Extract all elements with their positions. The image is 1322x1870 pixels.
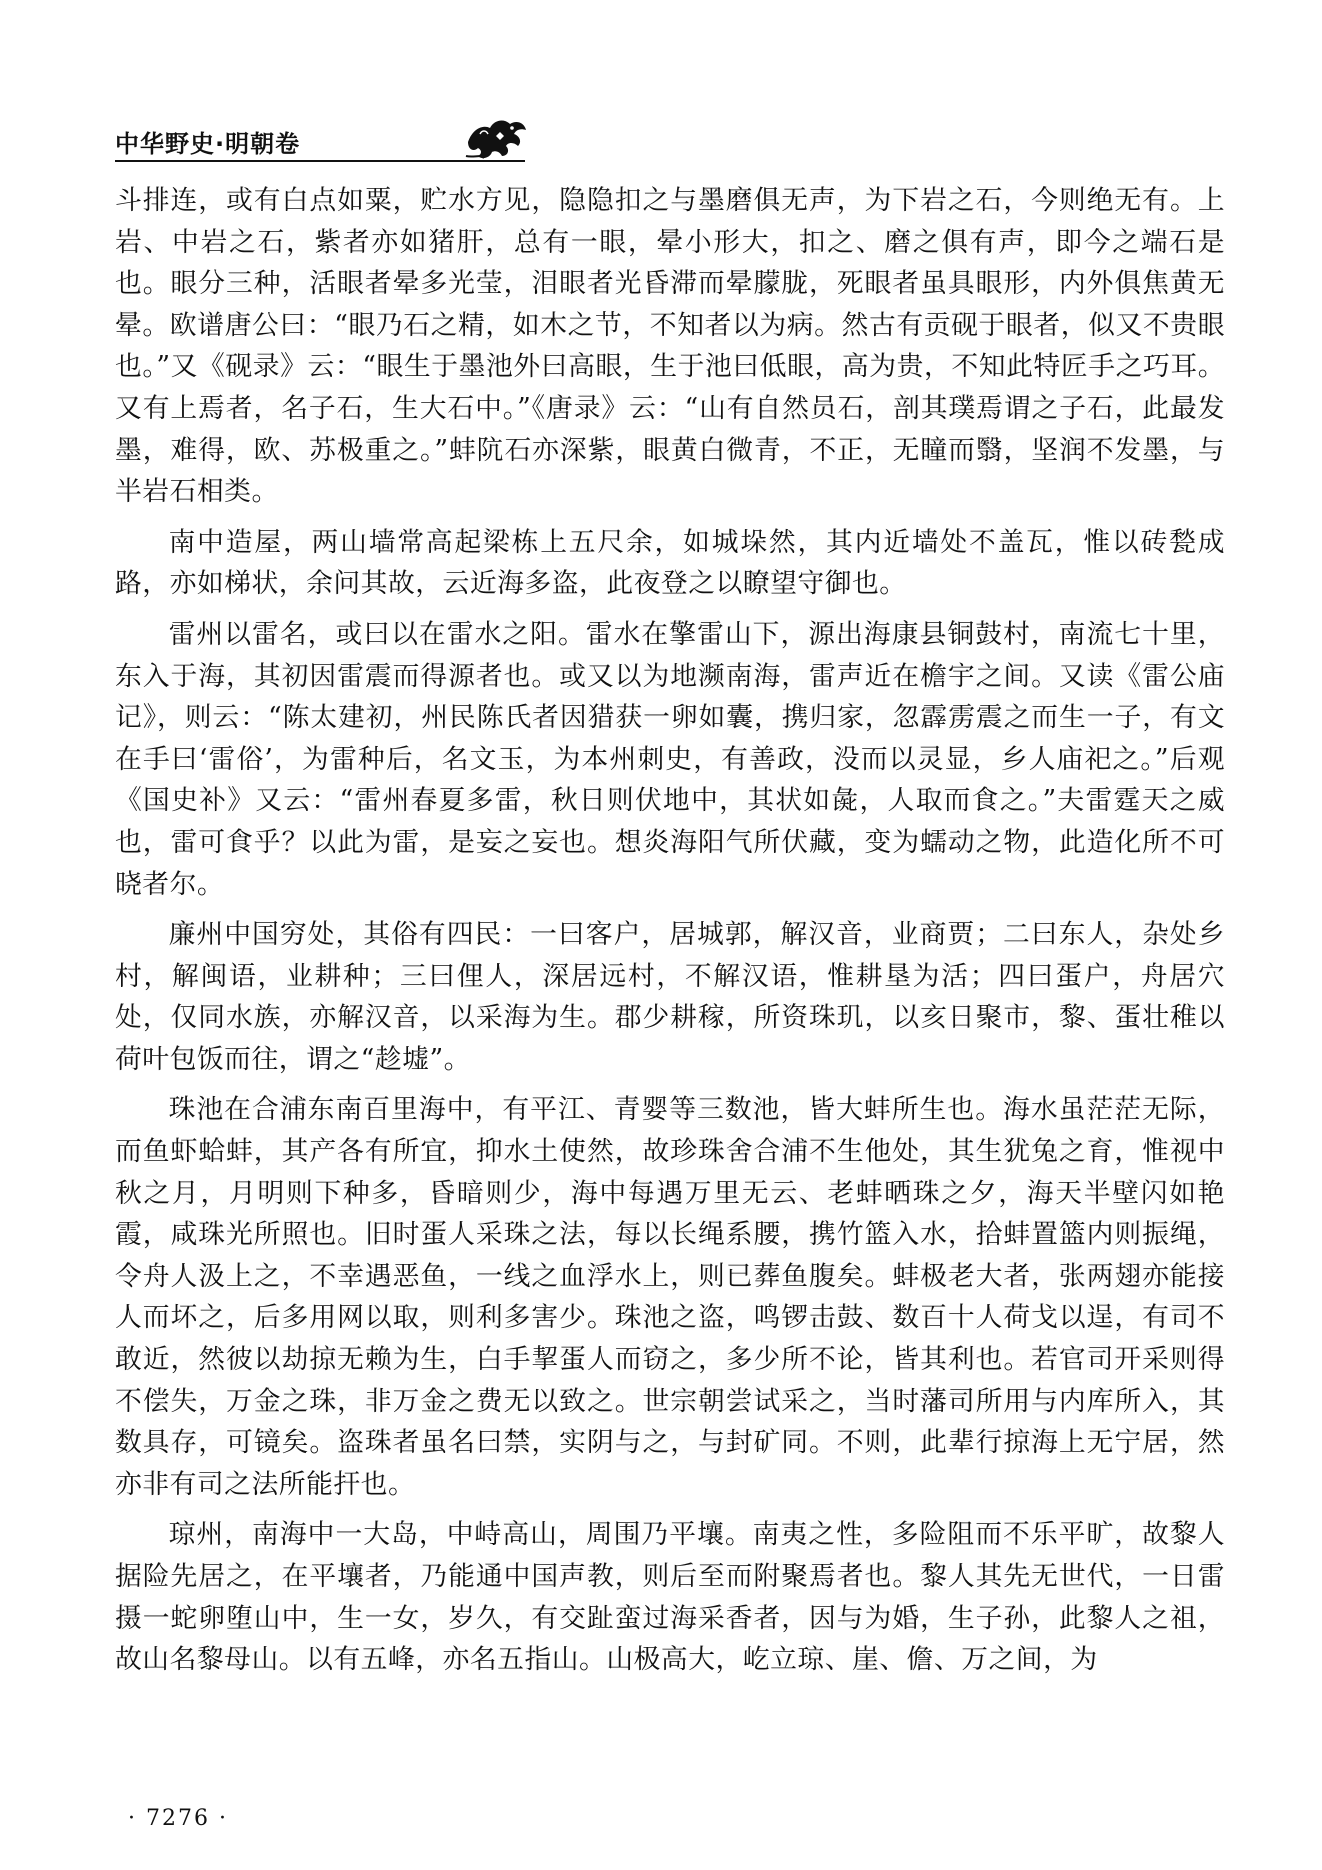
paragraph: 斗排连，或有白点如粟，贮水方见，隐隐扣之与墨磨俱无声，为下岩之石，今则绝无有。上岩、中岩之石，紫者亦如猪肝，总有一眼，晕小形大，扣之、磨之俱有声，即今之端石是也。眼分三种，活眼者晕多光莹，泪眼者光昏滞而晕朦胧，死眼者虽具眼形，内外俱焦黄无晕。欧谱唐公曰：“眼乃石之精，如木之节，不知者以为病。然古有贡砚于眼者，似又不贵眼也。”又《砚录》云：“眼生于墨池外曰高眼，生于池曰低眼，高为贵，不知此特匠手之巧耳。又有上焉者，名子石，生大石中。”《唐录》云：“山有自然员石，剖其璞焉谓之子石，此最发墨，难得，欧、苏极重之。”蚌阬石亦深紫，眼黄白微青，不正，无瞳而翳，坚润不发墨，与半岩石相类。: [115, 185, 1225, 508]
dragon-icon: [460, 112, 532, 164]
paragraph: 珠池在合浦东南百里海中，有平江、青婴等三数池，皆大蚌所生也。海水虽茫茫无际，而鱼虾蛤蚌，其产各有所宜，抑水土使然，故珍珠舍合浦不生他处，其生犹兔之育，惟视中秋之月，月明则下种多，昏暗则少，海中每遇万里无云、老蚌晒珠之夕，海天半壁闪如艳霞，咸珠光所照也。旧时蛋人采珠之法，每以长绳系腰，携竹篮入水，拾蚌置篮内则振绳，令舟人汲上之，不幸遇恶鱼，一线之血浮水上，则已葬鱼腹矣。蚌极老大者，张两翅亦能接人而坏之，后多用网以取，则利多害少。珠池之盗，鸣锣击鼓、数百十人荷戈以逞，有司不敢近，然彼以劫掠无赖为生，白手挈蛋人而窃之，多少所不论，皆其利也。若官司开采则得不偿失，万金之珠，非万金之费无以致之。世宗朝尝试采之，当时藩司所用与内库所入，其数具存，可镜矣。盗珠者虽名曰禁，实阴与之，与封矿同。不则，此辈行掠海上无宁居，然亦非有司之法所能扞也。: [115, 1094, 1225, 1500]
paragraph: 廉州中国穷处，其俗有四民：一曰客户，居城郭，解汉音，业商贾；二曰东人，杂处乡村，解闽语，业耕种；三曰俚人，深居远村，不解汉语，惟耕垦为活；四曰蛋户，舟居穴处，仅同水族，亦解汉音，以采海为生。郡少耕稼，所资珠玑，以亥日聚市，黎、蛋壮稚以荷叶包饭而往，谓之“趁墟”。: [115, 919, 1225, 1075]
book-title: 中华野史·明朝卷: [115, 130, 301, 158]
page-number: · 7276 ·: [128, 1806, 228, 1831]
paragraph: 雷州以雷名，或曰以在雷水之阳。雷水在擎雷山下，源出海康县铜鼓村，南流七十里，东入于海，其初因雷震而得源者也。或又以为地濒南海，雷声近在檐宇之间。又读《雷公庙记》，则云：“陈太建初，州民陈氏者因猎获一卵如囊，携归家，忽霹雳震之而生一子，有文在手曰‘雷俗’，为雷种后，名文玉，为本州刺史，有善政，没而以灵显，乡人庙祀之。”后观《国史补》又云：“雷州春夏多雷，秋日则伏地中，其状如彘，人取而食之。”夫雷霆天之威也，雷可食乎？以此为雷，是妄之妄也。想炎海阳气所伏藏，变为蠕动之物，此造化所不可晓者尔。: [115, 618, 1225, 900]
header-rule: [115, 160, 525, 162]
page-header: [115, 116, 1225, 168]
paragraph: 南中造屋，两山墙常高起梁栋上五尺余，如城垛然，其内近墙处不盖瓦，惟以砖甃成路，亦如梯状，余问其故，云近海多盗，此夜登之以瞭望守御也。: [115, 526, 1225, 600]
paragraph: 琼州，南海中一大岛，中峙高山，周围乃平壤。南夷之性，多险阻而不乐平旷，故黎人据险先居之，在平壤者，乃能通中国声教，则后至而附聚焉者也。黎人其先无世代，一日雷摄一蛇卵堕山中，生一女，岁久，有交趾蛮过海采香者，因与为婚，生子孙，此黎人之祖，故山名黎母山。以有五峰，亦名五指山。山极高大，屹立琼、崖、儋、万之间，为: [115, 1519, 1225, 1676]
body-text: [115, 180, 1225, 1690]
